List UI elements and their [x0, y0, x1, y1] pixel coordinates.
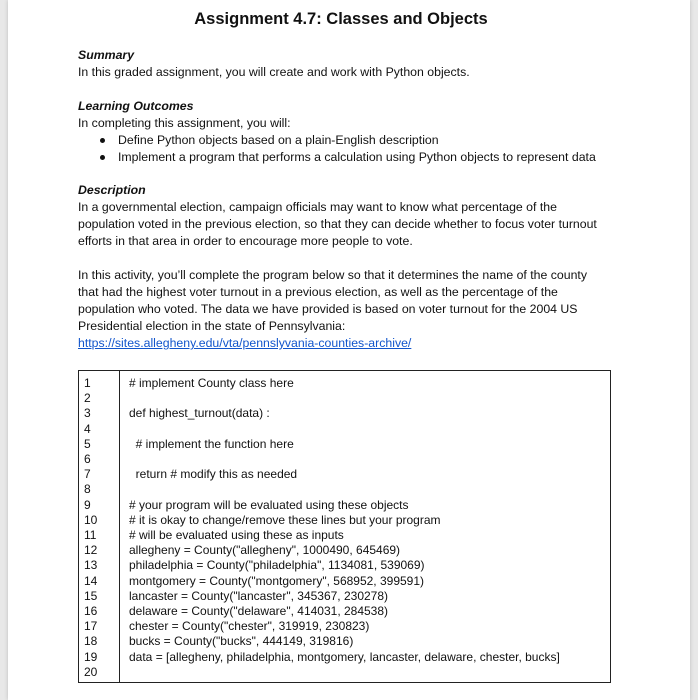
page-title: Assignment 4.7: Classes and Objects	[194, 10, 488, 28]
line-number: 12	[84, 543, 98, 558]
line-number: 14	[84, 573, 98, 588]
summary-section	[78, 47, 623, 81]
outcomes-section	[78, 98, 623, 166]
column-divider	[119, 371, 120, 682]
source-link[interactable]: https://sites.allegheny.edu/vta/pennslyvania-counties-archive/	[78, 336, 412, 350]
line-number: 17	[84, 619, 98, 634]
line-number: 13	[84, 558, 98, 573]
code-line: # will be evaluated using these as inputs	[129, 528, 344, 542]
summary-text: In this graded assignment, you will create and work with Python objects.	[78, 65, 470, 79]
line-number: 15	[84, 588, 98, 603]
line-number: 5	[84, 436, 91, 451]
text-line: efforts in that area in order to encourage more people to vote.	[78, 234, 413, 248]
text-line: In this activity, you’ll complete the program below so that it determines the name of the county	[78, 268, 587, 282]
code-line: return # modify this as needed	[129, 467, 298, 482]
line-number: 16	[84, 604, 98, 618]
code-line: montgomery = County("montgomery", 568952, 399591)	[129, 573, 425, 588]
text-line: In a governmental election, campaign officials may want to know what percentage of the	[78, 200, 557, 214]
line-number: 7	[84, 467, 91, 482]
code-line: philadelphia = County("philadelphia", 1134081, 539069)	[129, 558, 425, 573]
code-line: allegheny = County("allegheny", 1000490, 645469)	[129, 543, 401, 558]
line-number: 8	[84, 482, 91, 497]
line-number: 4	[84, 421, 91, 436]
summary-heading: Summary	[78, 48, 135, 62]
outcome-item: Implement a program that performs a calculation using Python objects to represent data	[78, 149, 623, 166]
outcomes-list	[78, 132, 623, 166]
line-number: 3	[84, 406, 91, 421]
line-number: 18	[84, 634, 98, 649]
code-line: def highest_turnout(data) :	[129, 406, 270, 421]
code-line: # it is okay to change/remove these lines but your program	[129, 512, 441, 527]
description-paragraph-1	[78, 199, 623, 250]
code-line: # your program will be evaluated using these objects	[129, 497, 409, 512]
code-listing-table	[78, 370, 611, 683]
line-number: 11	[84, 528, 97, 542]
text-line: Presidential election in the state of Pennsylvania:	[78, 319, 346, 333]
description-section	[78, 182, 623, 250]
line-number: 19	[84, 649, 98, 664]
line-number: 6	[84, 452, 91, 466]
text-line: population voted in the previous election, so that they can decide whether to focus voter turnout	[78, 217, 597, 231]
outcomes-intro: In completing this assignment, you will:	[78, 116, 291, 130]
code-line: bucks = County("bucks", 444149, 319816)	[129, 634, 354, 649]
description-paragraph-2	[78, 267, 623, 352]
line-number: 10	[84, 512, 98, 527]
line-number: 1	[84, 376, 91, 390]
line-number: 20	[84, 664, 98, 679]
outcome-item: Define Python objects based on a plain-English description	[78, 132, 623, 149]
line-number: 2	[84, 391, 91, 406]
outcomes-heading: Learning Outcomes	[78, 99, 194, 113]
code-line: # implement the function here	[129, 436, 294, 451]
text-line: population who voted. The data we have provided is based on voter turnout for the 2004 US	[78, 302, 578, 316]
code-line: # implement County class here	[129, 376, 294, 390]
code-line: lancaster = County("lancaster", 345367, 230278)	[129, 588, 389, 603]
text-line: that had the highest voter turnout in a previous election, as well as the percentage of the	[78, 285, 558, 299]
code-line: chester = County("chester", 319919, 230823)	[129, 619, 370, 634]
code-line: data = [allegheny, philadelphia, montgomery, lancaster, delaware, chester, bucks]	[129, 649, 560, 664]
description-heading: Description	[78, 183, 146, 197]
line-number: 9	[84, 497, 91, 512]
code-line: delaware = County("delaware", 414031, 284538)	[129, 604, 389, 618]
